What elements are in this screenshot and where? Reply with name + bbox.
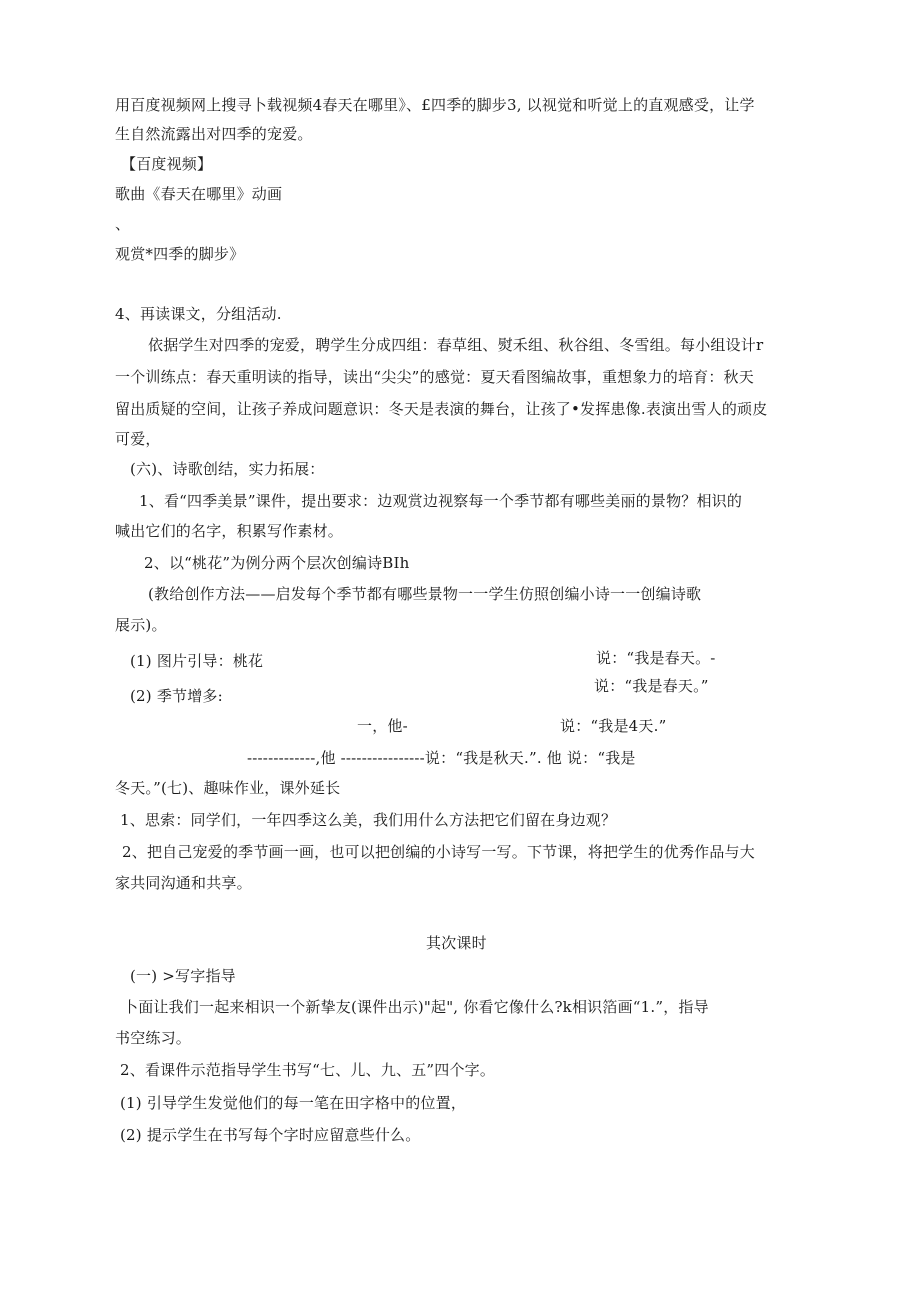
poem-line: -------------,他 ----------------说：“我是秋天.”. 他 说：“我是: [247, 749, 636, 767]
paragraph-line: (教给创作方法——启发每个季节都有哪些景物一一学生仿照创编小诗一一创编诗歌: [148, 585, 702, 603]
list-item: (2) 季节增多:: [130, 687, 223, 705]
section-heading: (一) >写字指导: [130, 967, 236, 985]
section-heading: (六)、诗歌创结，实力拓展：: [130, 460, 325, 478]
paragraph-line: 留出质疑的空间，让孩子养成问题意识：冬天是表演的舞台，让孩了•发挥患像.表演出雪人的顽皮: [115, 400, 768, 418]
list-item: (2) 提示学生在书写每个字时应留意些什么。: [120, 1126, 421, 1144]
paragraph-line: 1、看“四季美景”课件，提出要求：边观赏边视察每一个季节都有哪些美丽的景物？相识的: [139, 492, 743, 510]
paragraph-line: 用百度视频网上搜寻卜载视频4春天在哪里》、£四季的脚步3, 以视觉和听觉上的直观感受，让学: [115, 96, 755, 114]
paragraph-line: 展示)。: [115, 616, 167, 634]
list-item: 2、看课件示范指导学生书写“七、儿、九、五”四个字。: [120, 1061, 496, 1079]
paragraph-line: 冬天。”(七)、趣味作业，课外延长: [115, 779, 341, 797]
paragraph-line: 生自然流露出对四季的宠爱。: [115, 125, 313, 143]
poem-line: 说：“我是春天。-: [596, 649, 716, 667]
step-heading: 4、再读课文，分组活动.: [115, 305, 282, 323]
paragraph-line: 歌曲《春天在哪里》动画: [115, 185, 283, 203]
paragraph-line: 书空练习。: [115, 1029, 192, 1047]
paragraph-line: 卜面让我们一起来相识一个新挚友(课件出示)"起", 你看它像什么?k相识箔画“1.”，指导: [123, 998, 709, 1016]
list-item: (1) 引导学生发觉他们的每一笔在田字格中的位置，: [120, 1094, 467, 1112]
section-label: 【百度视频】: [121, 155, 213, 173]
section-title: 其次课时: [426, 934, 487, 952]
step-heading: 2、以“桃花”为例分两个层次创编诗BIh: [144, 554, 410, 572]
paragraph-line: 可爱，: [115, 430, 161, 448]
paragraph-line: 观赏*四季的脚步》: [115, 245, 245, 263]
list-item: (1) 图片引导：桃花: [130, 652, 264, 670]
paragraph-line: 一个训练点：春天重明读的指导，读出“尖尖”的感觉：夏天看图编故事，重想象力的培育：秋天: [115, 368, 754, 386]
list-item: 1、思索：同学们，一年四季这么美，我们用什么方法把它们留在身边观？: [120, 811, 617, 829]
paragraph-line: 、: [115, 215, 131, 233]
paragraph-line: 依据学生对四季的宠爱，聘学生分成四组：春草组、熨禾组、秋谷组、冬雪组。每小组设计r: [148, 336, 764, 354]
poem-line: 一，他-: [357, 717, 408, 735]
poem-line: 说：“我是春天。”: [594, 677, 709, 695]
paragraph-line: 家共同沟通和共享。: [115, 874, 252, 892]
list-item: 2、把自己宠爱的季节画一画，也可以把创编的小诗写一写。下节课，将把学生的优秀作品与大: [122, 843, 755, 861]
paragraph-line: 喊出它们的名字，积累写作素材。: [115, 522, 344, 540]
poem-line: 说：“我是4天.”: [560, 717, 667, 735]
